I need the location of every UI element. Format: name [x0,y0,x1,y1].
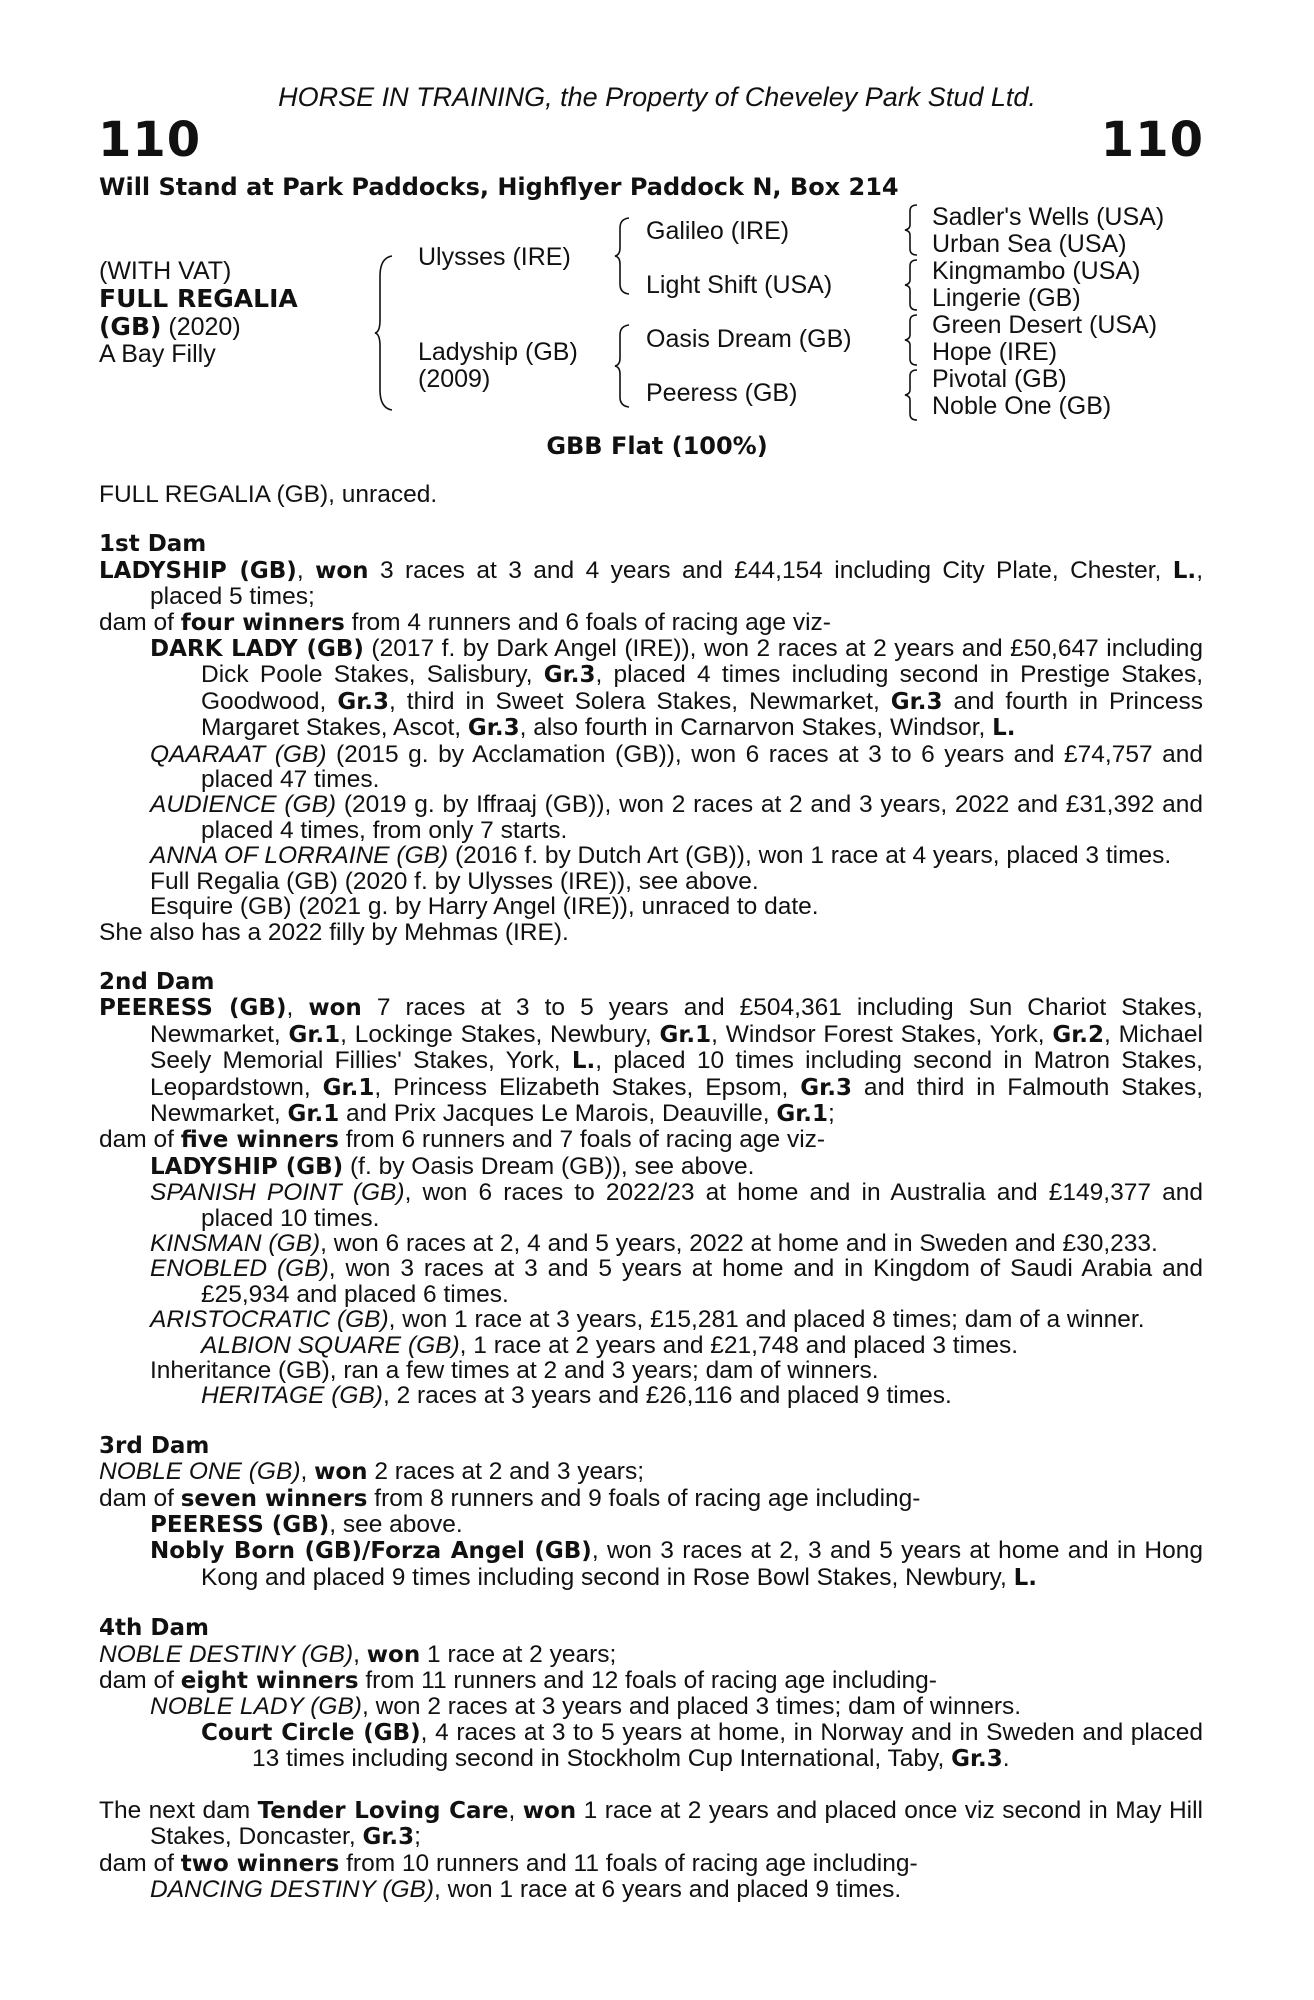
dam3-produce: dam of seven winners from 8 runners and 9 foals of racing age including- [99,1484,921,1512]
vat-label: (WITH VAT) [99,257,232,285]
gbb-label: GBB Flat (100%) [546,432,768,460]
dam1-progeny-1: DARK LADY (GB) (2017 f. by Dark Angel (IRE)), won 2 races at 2 years and £50,647 including Dick Poole Stakes, Salisbury, Gr.3, placed 4 times including second in Prestige Stakes, Goodwood, Gr.3, third in Sweet Solera Stakes, Newmarket, Gr.3 and fourth in Princess Margaret Stakes, Ascot, Gr.3, also fourth in Carnarvon Stakes, Windsor, L. [150,635,1204,742]
next-dam-progeny-1: DANCING DESTINY (GB), won 1 race at 6 years and placed 9 times. [150,1875,902,1903]
grandparent-7: Pivotal (GB) [932,365,1067,393]
dam2-record: PEERESS (GB), won 7 races at 3 to 5 years and £504,361 including Sun Chariot Stakes, Newmarket, Gr.1, Lockinge Stakes, Newbury, Gr.1, Windsor Forest Stakes, York, Gr.2, Michael Seely Memorial Fillies' Stakes, York, L., placed 10 times including second in Matron Stakes, Leopardstown, Gr.1, Princess Elizabeth Stakes, Epsom, Gr.3 and third in Falmouth Stakes, Newmarket, Gr.1 and Prix Jacques Le Marois, Deauville, Gr.1; [99,994,1204,1127]
grandparent-3: Kingmambo (USA) [932,257,1141,285]
dam4-record: NOBLE DESTINY (GB), won 1 race at 2 years; [99,1640,617,1668]
next-dam-produce: dam of two winners from 10 runners and 11 foals of racing age including- [99,1849,918,1877]
next-dam-record: The next dam Tender Loving Care, won 1 race at 2 years and placed once viz second in May Hill Stakes, Doncaster, Gr.3; [99,1796,1203,1851]
dam3-progeny-2: Nobly Born (GB)/Forza Angel (GB), won 3 races at 2, 3 and 5 years at home and in Hong Kong and placed 9 times including second in Rose Bowl Stakes, Newbury, L. [150,1537,1204,1591]
dam2-progeny-6: Inheritance (GB), ran a few times at 2 and 3 years; dam of winners. [150,1357,879,1384]
brace-icon [614,323,632,409]
dam-name: Ladyship (GB) [418,338,578,366]
grandparent-4: Lingerie (GB) [932,284,1081,312]
dam4-progeny-1: NOBLE LADY (GB), won 2 races at 3 years and placed 3 times; dam of winners. [150,1693,1022,1721]
dam2-progeny-1: LADYSHIP (GB) (f. by Oasis Dream (GB)), see above. [150,1152,755,1180]
grandparent-5: Green Desert (USA) [932,311,1158,339]
grandparent-8: Noble One (GB) [932,392,1112,420]
dam2-progeny-3: KINSMAN (GB), won 6 races at 2, 4 and 5 years, 2022 at home and in Sweden and £30,233. [150,1229,1158,1257]
horse-year: (2020) [168,313,241,341]
dam3-record: NOBLE ONE (GB), won 2 races at 2 and 3 years; [99,1458,645,1486]
sire-sire: Galileo (IRE) [646,217,790,245]
dam3-heading: 3rd Dam [99,1432,210,1459]
brace-icon [374,254,396,412]
dam1-produce: dam of four winners from 4 runners and 6 foals of racing age viz- [99,608,831,636]
dam2-progeny-2: SPANISH POINT (GB), won 6 races to 2022/23 at home and in Australia and £149,377 and placed 10 times. [150,1179,1203,1232]
dam4-heading: 4th Dam [99,1615,209,1642]
sire-dam: Light Shift (USA) [646,271,833,299]
dam2-progeny-4: ENOBLED (GB), won 3 races at 3 and 5 years at home and in Kingdom of Saudi Arabia and £25,934 and placed 6 times. [150,1255,1203,1308]
brace-icon [904,313,920,367]
dam4-produce: dam of eight winners from 11 runners and 12 foals of racing age including- [99,1667,937,1695]
dam2-grandprogeny-1: ALBION SQUARE (GB), 1 race at 2 years and £21,748 and placed 3 times. [201,1331,1019,1359]
lot-number-left: 110 [98,112,202,168]
dam-sire: Oasis Dream (GB) [646,325,852,353]
stand-location: Will Stand at Park Paddocks, Highflyer Paddock N, Box 214 [99,173,899,201]
grandparent-2: Urban Sea (USA) [932,230,1127,258]
dam1-record: LADYSHIP (GB), won 3 races at 3 and 4 years and £44,154 including City Plate, Chester, L., placed 5 times; [99,556,1203,611]
dam1-progeny-5: Full Regalia (GB) (2020 f. by Ulysses (IRE)), see above. [150,867,759,895]
dam2-produce: dam of five winners from 6 runners and 7 foals of racing age viz- [99,1126,826,1154]
dam [418,339,578,393]
page-header: HORSE IN TRAINING, the Property of Cheveley Park Stud Ltd. [278,82,1036,112]
dam4-grandprogeny-1: Court Circle (GB), 4 races at 3 to 5 years at home, in Norway and in Sweden and placed 13 times including second in Stockholm Cup International, Taby, Gr.3. [201,1718,1203,1773]
brace-icon [614,216,632,296]
grandparent-1: Sadler's Wells (USA) [932,203,1165,231]
catalogue-body [99,482,1203,1902]
horse-block [99,258,298,368]
dam1-progeny-2: QAARAAT (GB) (2015 g. by Acclamation (GB)), won 6 races at 3 to 6 years and £74,757 and placed 47 times. [150,740,1203,794]
dam1-also: She also has a 2022 filly by Mehmas (IRE). [99,918,569,946]
dam1-progeny-3: AUDIENCE (GB) (2019 g. by Iffraaj (GB)), won 2 races at 2 and 3 years, 2022 and £31,392 and placed 4 times, from only 7 starts. [150,791,1203,844]
horse-description: A Bay Filly [99,340,216,368]
dam1-heading: 1st Dam [99,531,207,558]
lot-number-right: 110 [1100,112,1204,168]
dam-year: (2009) [418,365,491,393]
dam3-progeny-1: PEERESS (GB), see above. [150,1511,463,1539]
dam1-progeny-6: Esquire (GB) (2021 g. by Harry Angel (IRE)), unraced to date. [150,893,819,921]
dam-dam: Peeress (GB) [646,379,798,407]
brace-icon [904,368,920,422]
brace-icon [904,258,920,312]
sire: Ulysses (IRE) [418,243,571,271]
dam2-progeny-5: ARISTOCRATIC (GB), won 1 race at 3 years, £15,281 and placed 8 times; dam of a winner. [150,1306,1145,1334]
horse-name: FULL REGALIA [99,284,298,313]
horse-suffix: (GB) [99,312,162,341]
dam2-grandprogeny-2: HERITAGE (GB), 2 races at 3 years and £26,116 and placed 9 times. [201,1382,952,1410]
grandparent-6: Hope (IRE) [932,338,1058,366]
dam2-heading: 2nd Dam [99,968,215,995]
dam1-progeny-4: ANNA OF LORRAINE (GB) (2016 f. by Dutch Art (GB)), won 1 race at 4 years, placed 3 times. [150,842,1172,870]
brace-icon [904,203,920,257]
summary: FULL REGALIA (GB), unraced. [99,481,438,508]
